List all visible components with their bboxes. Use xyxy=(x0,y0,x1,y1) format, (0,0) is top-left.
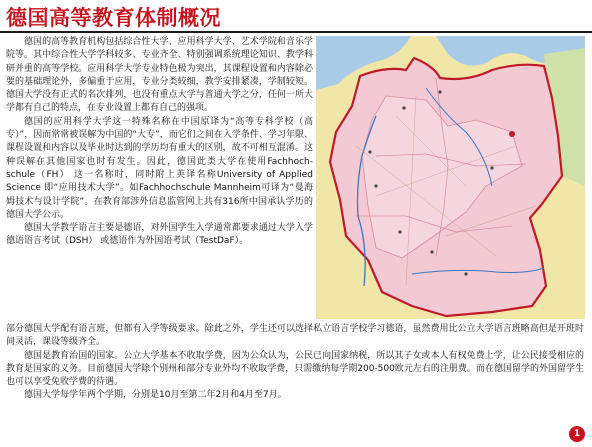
germany-map-svg xyxy=(316,36,585,319)
page-title: 德国高等教育体制概况 xyxy=(6,6,221,30)
left-text-column xyxy=(6,36,313,249)
city-marker xyxy=(464,272,467,275)
paragraph-semesters: 德国大学每学年两个学期，分别是10月至第二年2月和4月至7月。 xyxy=(24,390,287,401)
full-width-text xyxy=(6,323,584,403)
city-marker xyxy=(368,150,371,153)
city-marker xyxy=(374,184,377,187)
paragraph-tuition: 德国是教育治国的国家。公立大学基本不收取学费，因为公众认为，公民已向国家纳税，所以其子女或本人有权免费上学，让公民接受相应的教育是国家的义务。目前德国大学除个别州和部分专业外均不收取学费，只需缴纳每学期200-500欧元左右的注册费。而在德国留学的外国留学生也可以享受免收学费的待遇。 xyxy=(6,350,584,388)
paragraph-applied-sciences: 德国的应用科学大学这一特殊名称在中国原译为“高等专科学校（高专）”，因而常常被误解为中国的“大专”，而它们之间在入学条件、学习年限、课程设置和内容以及毕业时达到的学历均有重大的区别，故不可相互混淆。这种误解在其他国家也时有发生。因此，德国此类大学在使用Fachhoch-schule（FH） 这一名称时，同时附上英译名称University of Applied Science 即“应用技术大学”。如Fachhochschule Mannheim可译为“曼海姆技术与设计学院”。在教育部涉外信息监管网上共有316所中国承认学历的德国大学公示。 xyxy=(6,116,313,220)
berlin-marker xyxy=(509,131,515,137)
city-marker xyxy=(398,230,401,233)
page-number-badge: 1 xyxy=(569,426,585,442)
city-marker xyxy=(438,90,441,93)
city-marker xyxy=(430,250,433,253)
paragraph-language-schools: 部分德国大学配有语言班，但都有入学等级要求。除此之外，学生还可以选择私立语言学校学习德语，虽然费用比公立大学语言班略高但是开班时间灵活，课设等级齐全。 xyxy=(6,324,584,348)
germany-map-image xyxy=(316,36,585,319)
paragraph-language: 德国大学教学语言主要是德语，对外国学生入学通常都要求通过大学入学德语语言考试（DSH） 或德语作为外国语考试（TestDaF）。 xyxy=(6,223,313,247)
city-marker xyxy=(402,106,405,109)
city-marker xyxy=(490,166,493,169)
paragraph-institutions: 德国的高等教育机构包括综合性大学、应用科学大学、艺术学院和音乐学院等。其中综合性大学学科较多、专业齐全、特别强调系统理论知识、教学科研并重的高等学校。应用科学大学专业特色极为突出，其课程设置和内容除必要的基础理论外，多偏重于应用，专业分类较细，教学安排紧凑，学制较短。德国大学没有正式的名次排列，也没有重点大学与普通大学之分，任何一所大学都有自己的特点，在专业设置上都有自己的强项。 xyxy=(6,37,313,114)
title-divider xyxy=(0,31,592,33)
